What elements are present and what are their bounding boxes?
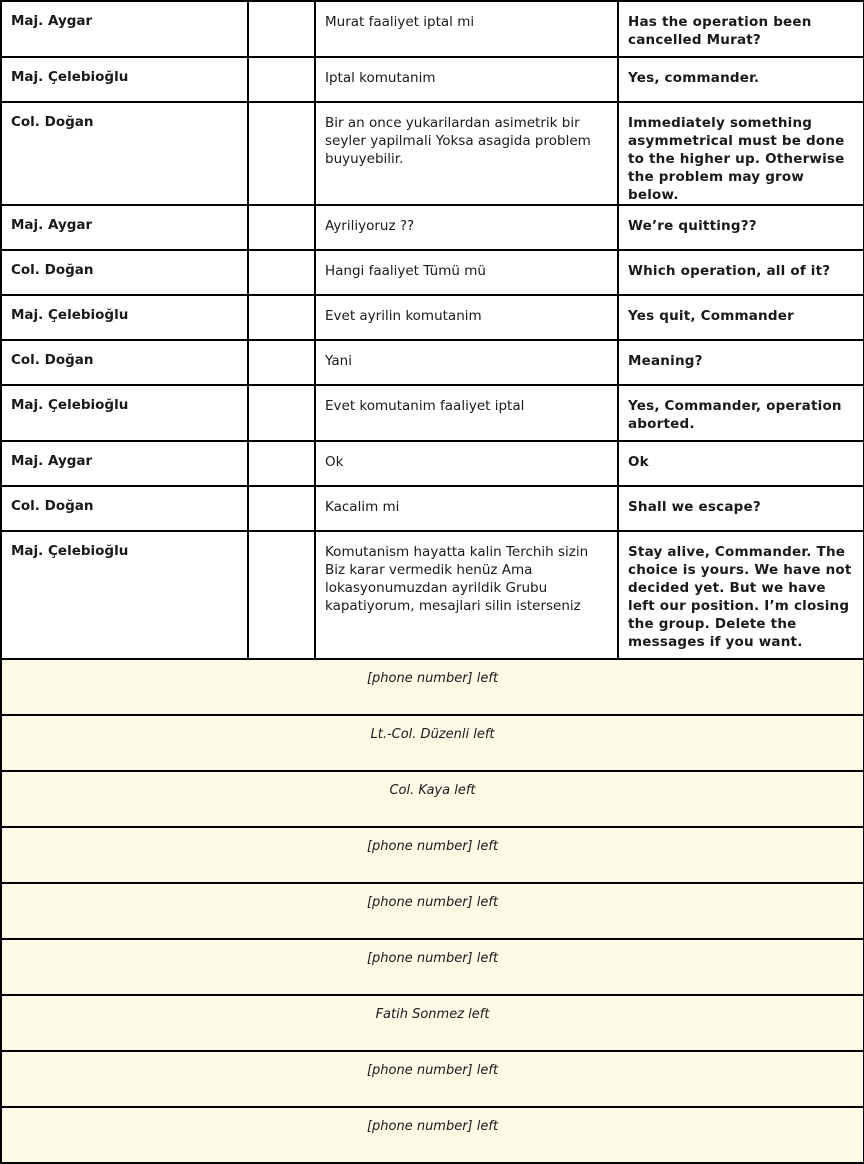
empty-cell	[248, 340, 315, 385]
english-translation-cell: Immediately something asymmetrical must be done to the higher up. Otherwise the problem may grow below.	[618, 102, 864, 205]
english-translation-cell: Ok	[618, 441, 864, 486]
english-translation-cell: Yes quit, Commander	[618, 295, 864, 340]
system-notice: Fatih Sonmez left	[1, 995, 864, 1051]
system-notice-row	[1, 659, 864, 715]
speaker-cell: Maj. Çelebioğlu	[1, 385, 248, 441]
turkish-text-cell: Yani	[315, 340, 618, 385]
speaker-cell: Maj. Aygar	[1, 205, 248, 250]
turkish-text-cell: Evet ayrilin komutanim	[315, 295, 618, 340]
turkish-text-cell: Bir an once yukarilardan asimetrik bir seyler yapilmali Yoksa asagida problem buyuyebilir.	[315, 102, 618, 205]
english-translation-cell: Yes, commander.	[618, 57, 864, 102]
empty-cell	[248, 57, 315, 102]
turkish-text-cell: Hangi faaliyet Tümü mü	[315, 250, 618, 295]
empty-cell	[248, 531, 315, 659]
message-row	[1, 250, 864, 295]
message-row	[1, 102, 864, 205]
message-row	[1, 385, 864, 441]
message-row	[1, 295, 864, 340]
system-notice: [phone number] left	[1, 1107, 864, 1163]
speaker-cell: Col. Doğan	[1, 102, 248, 205]
english-translation-cell: Shall we escape?	[618, 486, 864, 531]
speaker-cell: Col. Doğan	[1, 250, 248, 295]
empty-cell	[248, 250, 315, 295]
speaker-cell: Maj. Aygar	[1, 441, 248, 486]
system-notice-row	[1, 1107, 864, 1163]
english-translation-cell: Meaning?	[618, 340, 864, 385]
turkish-text-cell: Kacalim mi	[315, 486, 618, 531]
message-row	[1, 531, 864, 659]
empty-cell	[248, 295, 315, 340]
empty-cell	[248, 1, 315, 57]
message-row	[1, 1, 864, 57]
speaker-cell: Col. Doğan	[1, 340, 248, 385]
system-notice-row	[1, 995, 864, 1051]
empty-cell	[248, 441, 315, 486]
system-notice: Col. Kaya left	[1, 771, 864, 827]
speaker-cell: Maj. Aygar	[1, 1, 248, 57]
turkish-text-cell: Evet komutanim faaliyet iptal	[315, 385, 618, 441]
system-notice: Lt.-Col. Düzenli left	[1, 715, 864, 771]
english-translation-cell: Stay alive, Commander. The choice is yours. We have not decided yet. But we have left our position. I’m closing the group. Delete the messages if you want.	[618, 531, 864, 659]
message-row	[1, 340, 864, 385]
turkish-text-cell: Ok	[315, 441, 618, 486]
message-row	[1, 57, 864, 102]
message-row	[1, 441, 864, 486]
system-notice-row	[1, 939, 864, 995]
english-translation-cell: Yes, Commander, operation aborted.	[618, 385, 864, 441]
empty-cell	[248, 102, 315, 205]
turkish-text-cell: Murat faaliyet iptal mi	[315, 1, 618, 57]
empty-cell	[248, 385, 315, 441]
turkish-text-cell: Ayriliyoruz ??	[315, 205, 618, 250]
system-notice: [phone number] left	[1, 939, 864, 995]
speaker-cell: Maj. Çelebioğlu	[1, 295, 248, 340]
system-notice-row	[1, 1051, 864, 1107]
turkish-text-cell: Iptal komutanim	[315, 57, 618, 102]
speaker-cell: Maj. Çelebioğlu	[1, 531, 248, 659]
system-notice-row	[1, 827, 864, 883]
system-notice: [phone number] left	[1, 1051, 864, 1107]
english-translation-cell: Has the operation been cancelled Murat?	[618, 1, 864, 57]
empty-cell	[248, 486, 315, 531]
message-row	[1, 205, 864, 250]
english-translation-cell: Which operation, all of it?	[618, 250, 864, 295]
turkish-text-cell: Komutanism hayatta kalin Terchih sizin Biz karar vermedik henüz Ama lokasyonumuzdan ayrildik Grubu kapatiyorum, mesajlari silin isterseniz	[315, 531, 618, 659]
system-notice: [phone number] left	[1, 827, 864, 883]
english-translation-cell: We’re quitting??	[618, 205, 864, 250]
system-notice: [phone number] left	[1, 659, 864, 715]
system-notice-row	[1, 771, 864, 827]
system-notice-row	[1, 715, 864, 771]
system-notice: [phone number] left	[1, 883, 864, 939]
empty-cell	[248, 205, 315, 250]
speaker-cell: Col. Doğan	[1, 486, 248, 531]
speaker-cell: Maj. Çelebioğlu	[1, 57, 248, 102]
message-row	[1, 486, 864, 531]
system-notice-row	[1, 883, 864, 939]
